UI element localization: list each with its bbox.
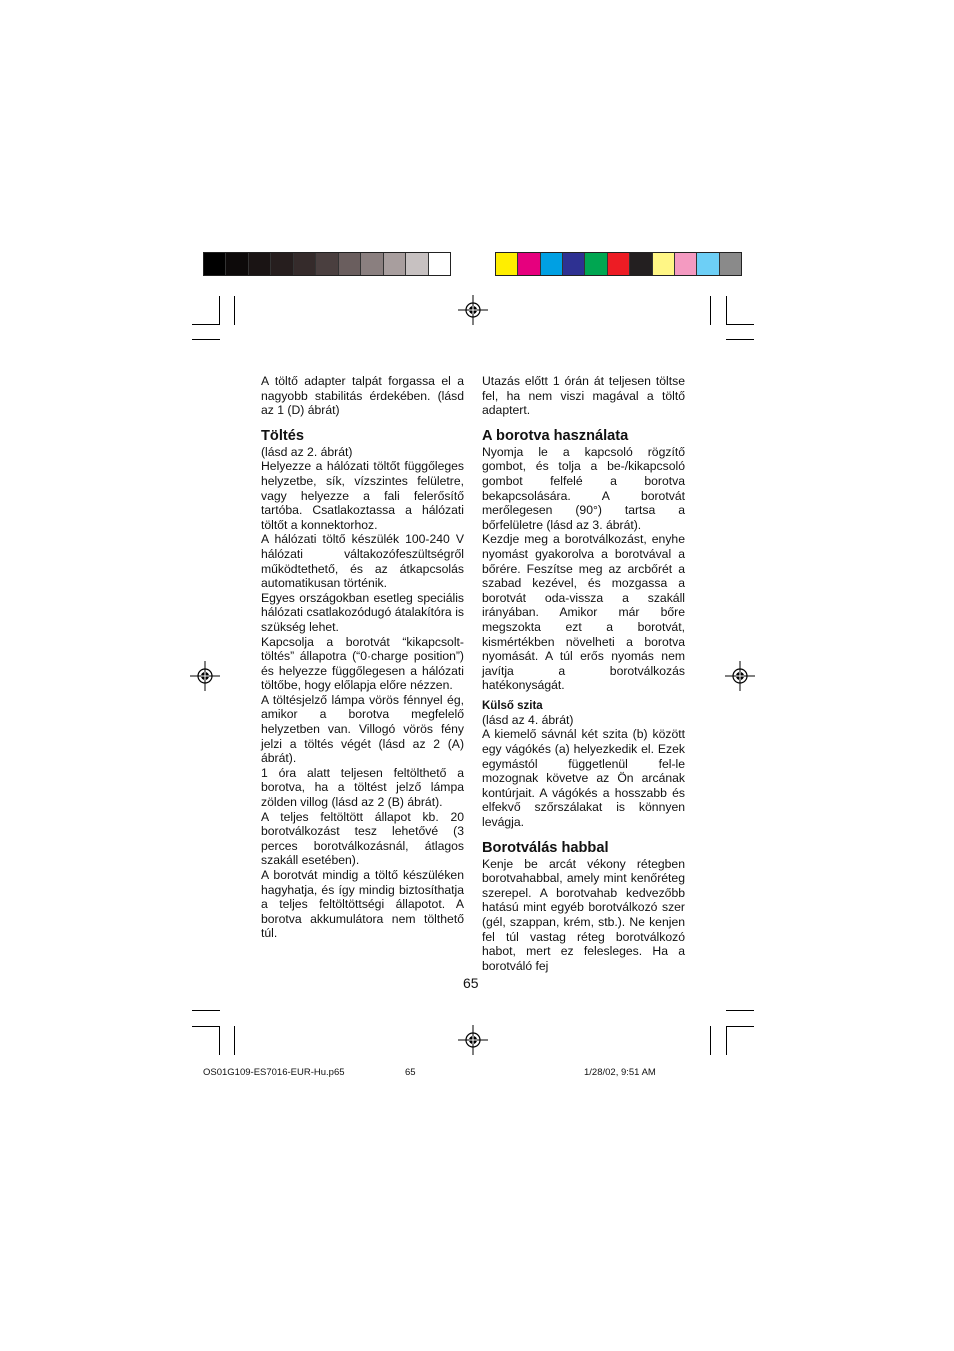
footer-filename: OS01G109-ES7016-EUR-Hu.p65 [203,1067,345,1078]
crop-mark [710,296,711,325]
paragraph: A borotvát mindig a töltő készüléken hagyhatja, és így mindig biztosíthatja a teljes feltöltöttségi állapotot. A borotva akkumulátora nem tölthető túl. [261,868,464,941]
color-swatch [271,253,293,275]
crop-mark [219,1026,220,1055]
color-swatch [406,253,428,275]
charging-heading: Töltés [261,427,304,444]
crop-mark [726,1010,754,1011]
intro-paragraph: A töltő adapter talpát forgassa el a nagyobb stabilitás érdekében. (lásd az 1 (D) ábrát) [261,374,464,418]
left-column [261,374,464,941]
footer-page: 65 [405,1067,416,1078]
color-swatch [630,253,652,275]
crop-mark [192,339,220,340]
figure-reference: (lásd az 4. ábrát) [482,712,574,727]
crop-mark [710,1026,711,1055]
paragraph: Kezdje meg a borotválkozást, enyhe nyomást gyakorolva a borotvával a bőrére. Feszítse meg az arcbőrét a szabad kezével, és mozgassa a borotvát oda-vissza a szakáll irányában. Amikor már bőre megszokta ezt a borotvát, kismértékben növelheti a borotva nyomását. A túl erős nyomás nem javítja a borotválkozás hatékonyságát. [482,532,685,693]
crop-mark [219,296,220,325]
color-swatch [653,253,675,275]
using-shaver-heading: A borotva használata [482,427,629,444]
footer-date: 1/28/02, 9:51 AM [584,1067,656,1078]
paragraph: A kiemelő sávnál két szita (b) között egy vágókés (a) helyezkedik el. Ezek egymástól függetlenül fel-le mozognak követve az Ön arcának kontúrjait. A vágókés a hosszabb és elfekvő szőrszálakat is könnyen levágja. [482,727,685,830]
grayscale-color-bar [203,252,451,276]
color-swatch [384,253,406,275]
crop-mark [726,1026,754,1027]
crop-mark [234,1026,235,1055]
right-column [482,374,685,973]
color-swatch [204,253,226,275]
color-swatch [429,253,450,275]
paragraph: A hálózati töltő készülék 100-240 V hálózati váltakozófeszültségről működtethető, és az átkapcsolás automatikusan történik. [261,532,464,591]
registration-mark-icon [725,661,755,691]
registration-mark-icon [458,1025,488,1055]
color-swatch [608,253,630,275]
crop-mark [192,324,220,325]
paragraph: A töltésjelző lámpa vörös fénnyel ég, amikor a borotva megfelelő helyzetben van. Villogó vörös fény jelzi a töltés végét (lásd az 2 (A) ábrát). [261,692,464,766]
color-swatch [518,253,540,275]
crop-mark [726,324,754,325]
paragraph: Helyezze a hálózati töltőt függőleges helyzetbe, sík, vízszintes felületre, vagy helyezze a fali felerősítő tartóba. Csatlakoztassa a hálózati töltőt a konnektorhoz. [261,459,464,532]
color-swatch [496,253,518,275]
figure-reference: (lásd az 2. ábrát) [261,444,353,459]
color-swatch [675,253,697,275]
page-number: 65 [463,975,479,991]
paragraph: Nyomja le a kapcsoló rögzítő gombot, és tolja a be-/kikapcsoló gombot felfelé a borotva bekapcsolására. A borotvát merőlegesen (90°) tartsa a bőrfelületre (lásd az 3. ábrát). [482,444,685,532]
color-swatch [697,253,719,275]
paragraph: Kapcsolja a borotvát “kikapcsolt-töltés” állapotra (“0·charge position”) és helyezze függőlegesen a hálózati töltőbe, hogy előlapja előre nézzen. [261,634,464,693]
crop-mark [726,296,727,325]
color-swatch [585,253,607,275]
paragraph: 1 óra alatt teljesen feltölthető a borotva, ha a töltést jelző lámpa zölden villog (lásd az 2 (B) ábrát). [261,765,464,810]
crop-mark [234,296,235,325]
color-swatch [339,253,361,275]
intro-paragraph: Utazás előtt 1 órán át teljesen töltse fel, ha nem viszi magával a töltő adaptert. [482,374,685,418]
paragraph: Egyes országokban esetleg speciális hálózati csatlakozódugó átalakítóra is szükség lehet. [261,590,464,634]
registration-mark-icon [458,295,488,325]
color-swatch [361,253,383,275]
color-swatch [249,253,271,275]
process-color-bar [495,252,742,276]
color-swatch [294,253,316,275]
paragraph: Kenje be arcát vékony rétegben borotvahabbal, amely mint kenőréteg szerepel. A borotvahab kedvezőbb hatású mint egyéb borotválkozó szer (gél, szappan, krém, stb.). Ne kenjen fel túl vastag réteg borotválkozó habot, mert ez felesleges. Ha a borotváló fej [482,856,685,973]
color-swatch [316,253,338,275]
crop-mark [192,1026,220,1027]
color-swatch [226,253,248,275]
registration-mark-icon [190,661,220,691]
foam-shaving-heading: Borotválás habbal [482,839,609,856]
color-swatch [563,253,585,275]
crop-mark [192,1010,220,1011]
outer-foil-subheading: Külső szita [482,699,543,712]
color-swatch [541,253,563,275]
crop-mark [726,339,754,340]
paragraph: A teljes feltöltött állapot kb. 20 borotválkozást tesz lehetővé (3 perces borotválkozásnál, átlagos szakáll esetében). [261,809,464,868]
color-swatch [720,253,741,275]
crop-mark [726,1026,727,1055]
